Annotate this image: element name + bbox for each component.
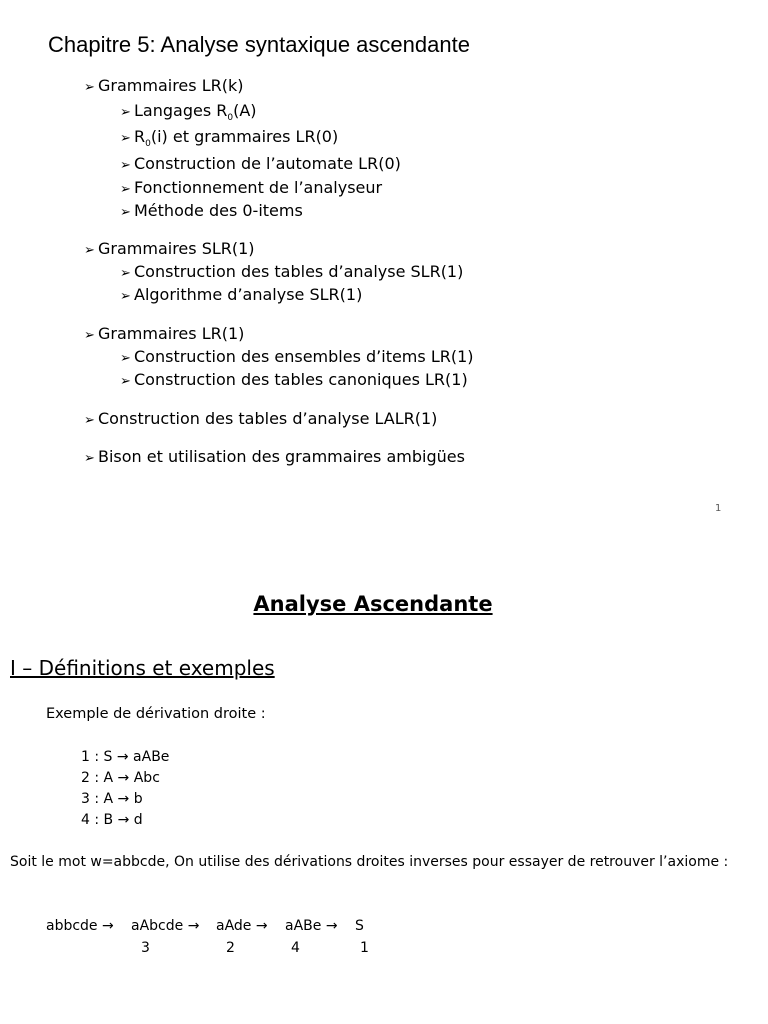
slide2-title: Analyse Ascendante (253, 592, 493, 616)
explanation-sentence: Soit le mot w=abbcde, On utilise des dérivations droites inverses pour essayer de retrouver l’axiome : (10, 854, 729, 870)
derivation-step: aAde → (216, 918, 268, 934)
arrow-bullet-icon: ➢ (84, 413, 95, 428)
rule-number: 1 (360, 940, 369, 956)
arrow-bullet-icon: ➢ (120, 131, 131, 146)
arrow-bullet-icon: ➢ (120, 374, 131, 389)
list-item: ➢ Grammaires LR(k) (84, 76, 243, 98)
arrow-bullet-icon: ➢ (120, 266, 131, 281)
grammar-rule: 4 : B → d (81, 812, 143, 828)
list-item: ➢ Construction des ensembles d’items LR(1) (120, 347, 474, 369)
arrow-bullet-icon: ➢ (84, 328, 95, 343)
rule-number: 3 (141, 940, 150, 956)
list-item: ➢ Construction des tables d’analyse SLR(1) (120, 262, 463, 284)
list-item: ➢ Langages $R_0(A)$ (120, 101, 257, 124)
section-heading: I – Définitions et exemples (10, 656, 275, 680)
list-item: ➢ Construction de l’automate LR(0) (120, 154, 401, 176)
list-item: ➢ Fonctionnement de l’analyseur (120, 178, 382, 200)
list-item: ➢ Méthode des 0-items (120, 201, 303, 223)
arrow-bullet-icon: ➢ (120, 205, 131, 220)
list-item: ➢ Grammaires LR(1) (84, 324, 244, 346)
arrow-bullet-icon: ➢ (84, 80, 95, 95)
arrow-bullet-icon: ➢ (120, 182, 131, 197)
list-item: ➢ Construction des tables canoniques LR(1) (120, 370, 468, 392)
arrow-bullet-icon: ➢ (120, 105, 131, 120)
derivation-step: abbcde → (46, 918, 114, 934)
arrow-bullet-icon: ➢ (120, 351, 131, 366)
arrow-bullet-icon: ➢ (120, 158, 131, 173)
page-number: 1 (715, 503, 722, 514)
rule-number: 4 (291, 940, 300, 956)
grammar-rule: 2 : A → Abc (81, 770, 160, 786)
derivation-step: S (355, 918, 364, 934)
grammar-rule: 1 : S → aABe (81, 749, 170, 765)
example-label: Exemple de dérivation droite : (46, 706, 266, 722)
derivation-step: aAbcde → (131, 918, 200, 934)
arrow-bullet-icon: ➢ (84, 451, 95, 466)
arrow-bullet-icon: ➢ (120, 289, 131, 304)
rule-number: 2 (226, 940, 235, 956)
list-item: ➢ Construction des tables d’analyse LALR(1) (84, 409, 437, 431)
list-item: ➢ Bison et utilisation des grammaires ambigües (84, 447, 465, 469)
list-item: ➢ Algorithme d’analyse SLR(1) (120, 285, 362, 307)
grammar-rule: 3 : A → b (81, 791, 143, 807)
list-item: ➢ Grammaires SLR(1) (84, 239, 255, 261)
derivation-step: aABe → (285, 918, 338, 934)
arrow-bullet-icon: ➢ (84, 243, 95, 258)
slide1-title: Chapitre 5: Analyse syntaxique ascendante (48, 32, 470, 57)
list-item: ➢ $R_0(i)$ et grammaires LR(0) (120, 127, 339, 150)
